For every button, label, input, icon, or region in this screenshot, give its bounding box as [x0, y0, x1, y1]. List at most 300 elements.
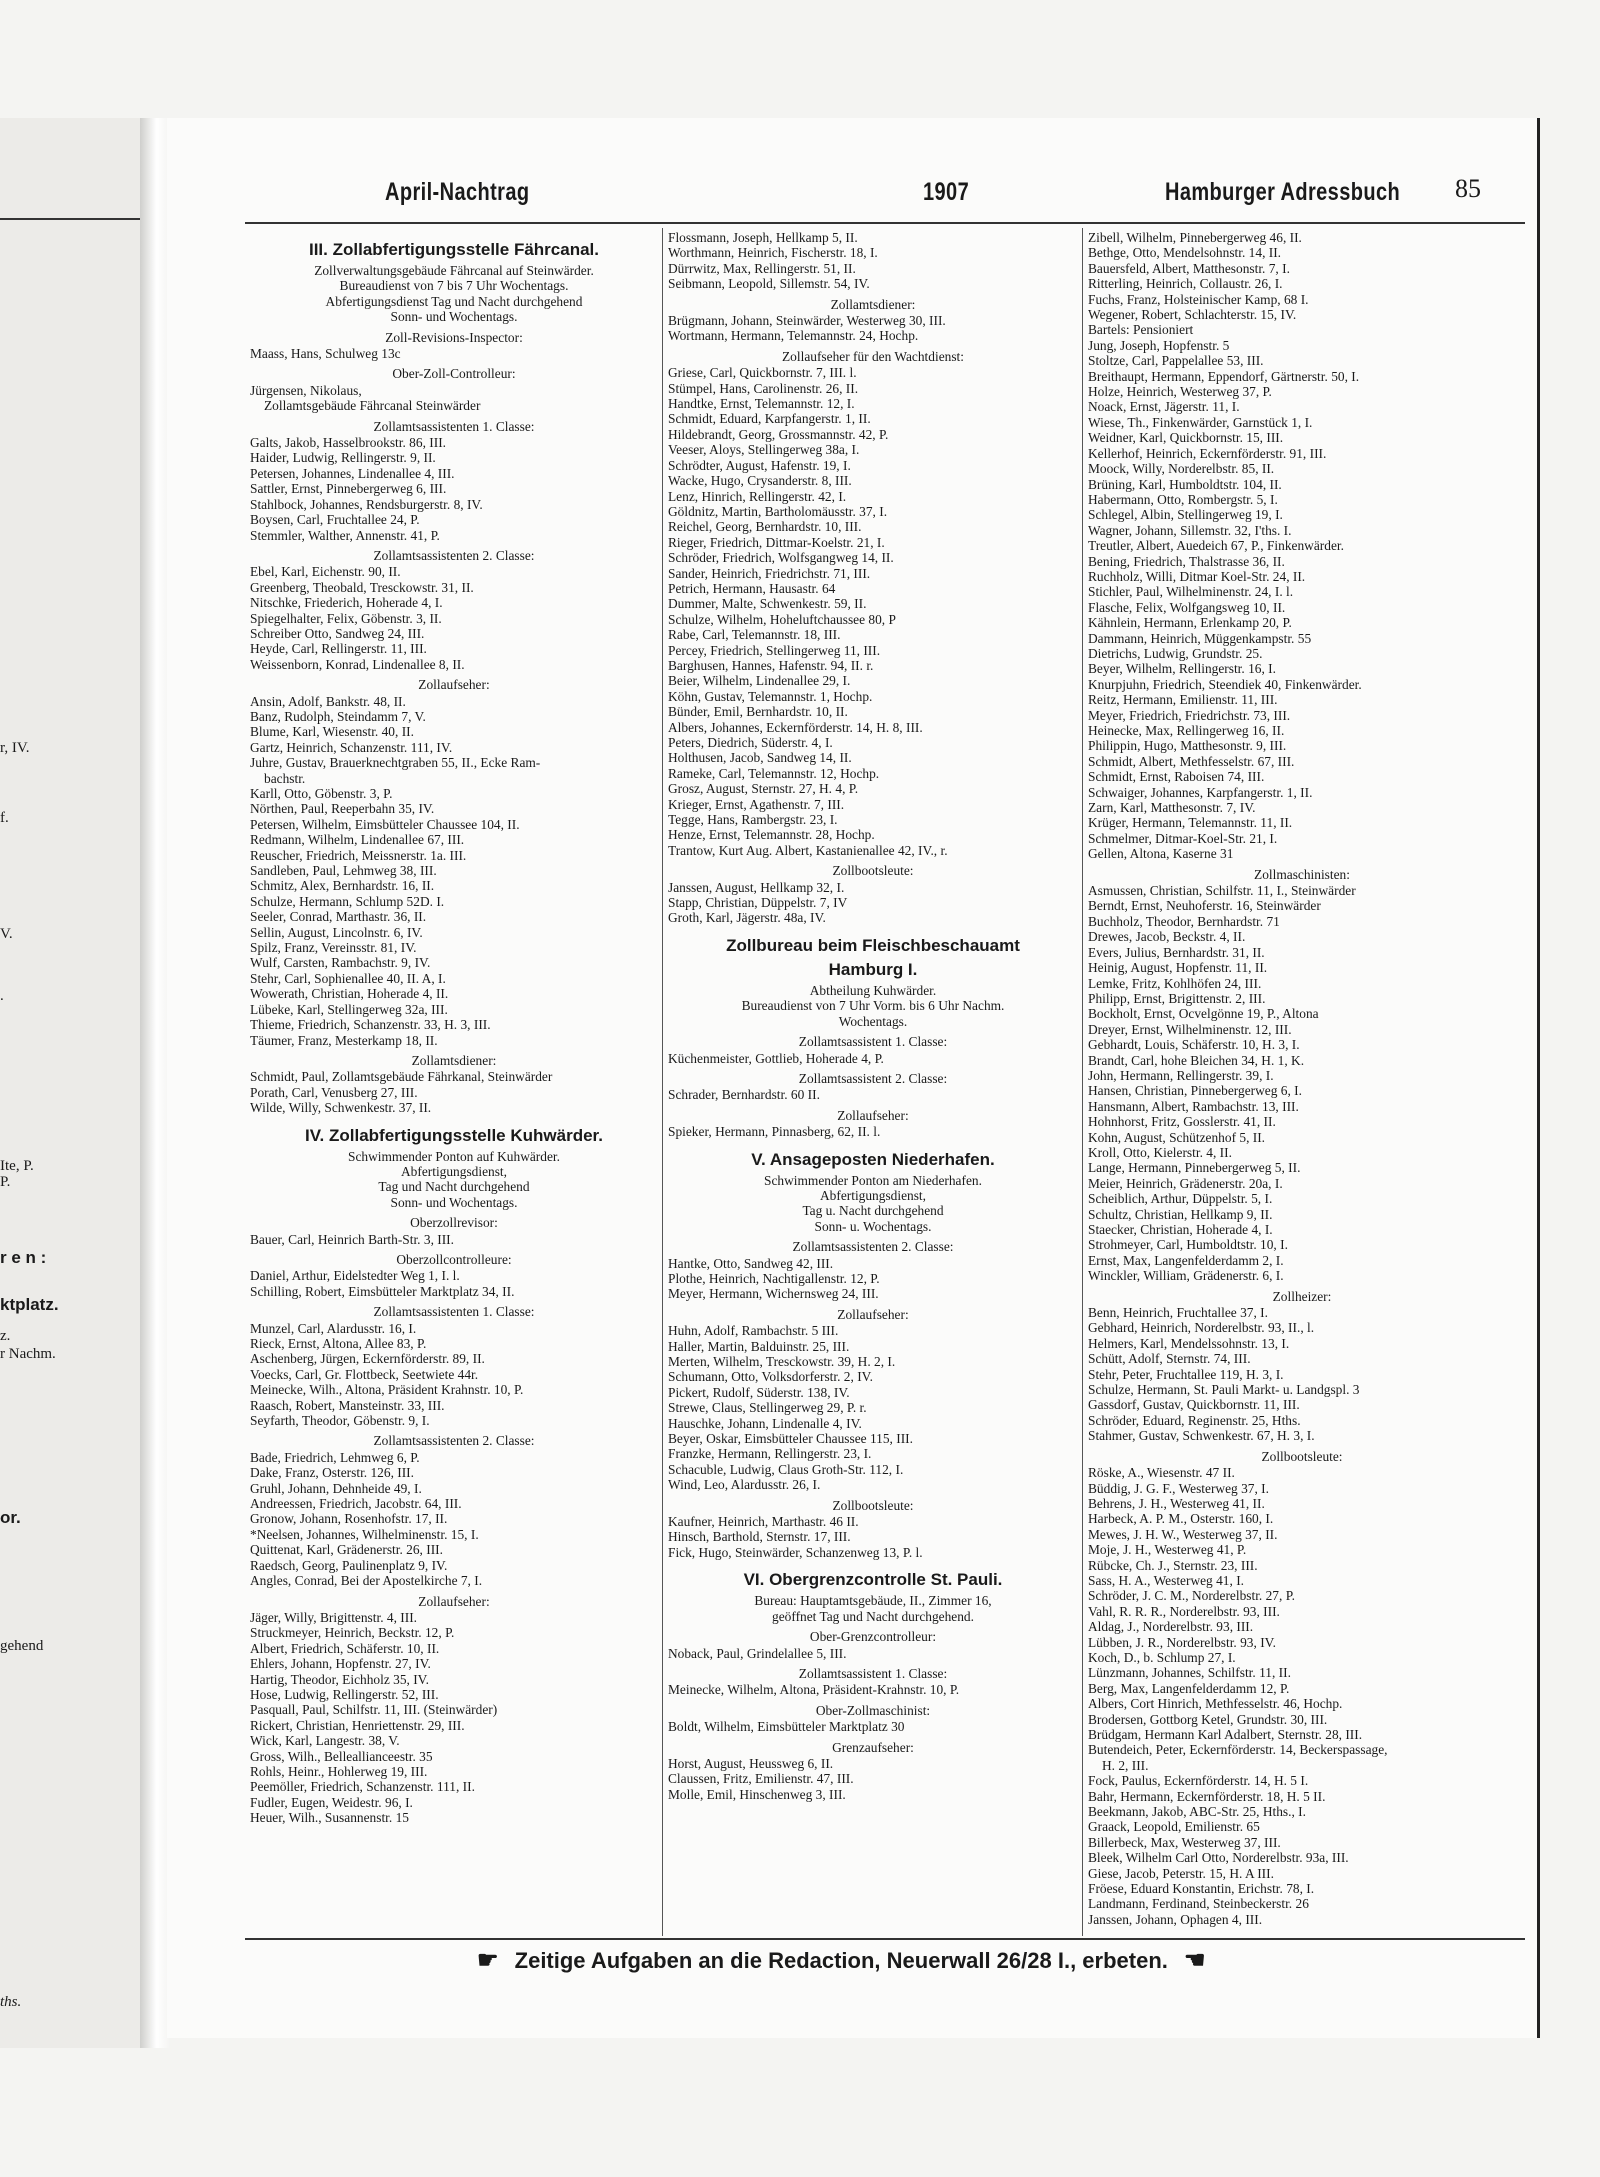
section-heading: IV. Zollabfertigungsstelle Kuhwärder.: [305, 1125, 603, 1145]
directory-entry: Meinecke, Wilhelm, Altona, Präsident-Krahnstr. 10, P.: [668, 1682, 960, 1698]
directory-entry: Dake, Franz, Osterstr. 126, III.: [250, 1465, 414, 1481]
header-year: 1907: [923, 178, 970, 206]
directory-entry: Wowerath, Christian, Hoherade 4, II.: [250, 986, 449, 1002]
directory-entry: Pickert, Rudolf, Süderstr. 138, IV.: [668, 1384, 850, 1400]
section-note: Sonn- u. Wochentags.: [814, 1218, 932, 1234]
directory-entry: Schmitz, Alex, Bernhardstr. 16, II.: [250, 878, 435, 894]
directory-entry: Brüdgam, Hermann Karl Adalbert, Sternstr. 28, III.: [1088, 1727, 1363, 1742]
role-heading: Zollamtsassistent 1. Classe:: [798, 1665, 948, 1681]
directory-entry: Franzke, Hermann, Rellingerstr. 23, I.: [668, 1446, 872, 1462]
directory-entry: Rohls, Heinr., Hohlerweg 19, III.: [250, 1763, 428, 1779]
directory-entry: Fröese, Eduard Konstantin, Erichstr. 78, I.: [1088, 1881, 1315, 1897]
directory-entry: Spiegelhalter, Felix, Göbenstr. 3, II.: [250, 610, 442, 626]
directory-entry: Claussen, Fritz, Emilienstr. 47, III.: [668, 1771, 854, 1787]
role-heading: Oberzollrevisor:: [410, 1215, 498, 1231]
directory-entry: Veeser, Aloys, Stellingerweg 38a, I.: [668, 442, 860, 458]
directory-entry: Lemke, Fritz, Kohlhöfen 24, III.: [1088, 975, 1262, 991]
directory-entry: Harbeck, A. P. M., Osterstr. 160, I.: [1088, 1511, 1274, 1527]
directory-entry: Holze, Heinrich, Westerweg 37, P.: [1088, 384, 1272, 400]
directory-entry: Stahlbock, Johannes, Rendsburgerstr. 8, IV.: [250, 496, 483, 512]
section-note: Abtheilung Kuhwärder.: [809, 982, 937, 998]
directory-entry: Ebel, Karl, Eichenstr. 90, II.: [250, 564, 401, 580]
directory-entry: Bening, Friedrich, Thalstrasse 36, II.: [1088, 553, 1285, 569]
directory-entry: Reitz, Hermann, Emilienstr. 11, III.: [1088, 692, 1278, 708]
directory-entry: Flossmann, Joseph, Hellkamp 5, II.: [668, 230, 858, 245]
directory-entry: Schröder, Friedrich, Wolfsgangweg 14, II.: [668, 550, 894, 566]
directory-entry: Hauschke, Johann, Lindenalle 4, IV.: [668, 1415, 862, 1431]
directory-entry: Brüning, Karl, Humboldtstr. 104, II.: [1088, 476, 1282, 492]
directory-entry: Meier, Heinrich, Grädenerstr. 20a, I.: [1088, 1175, 1283, 1191]
prev-page-fragment: r, IV.: [0, 740, 30, 756]
entry-continuation: H. 2, III.: [1102, 1757, 1149, 1773]
section-note: Schwimmender Ponton am Niederhafen.: [764, 1172, 982, 1188]
directory-entry: Vahl, R. R. R., Norderelbstr. 93, III.: [1088, 1603, 1280, 1619]
directory-entry: Hohnhorst, Fritz, Gosslerstr. 41, II.: [1088, 1114, 1276, 1130]
section-note: geöffnet Tag und Nacht durchgehend.: [772, 1608, 974, 1624]
directory-entry: Porath, Carl, Venusberg 27, III.: [250, 1084, 418, 1100]
directory-entry: Heinig, August, Hopfenstr. 11, II.: [1088, 960, 1268, 976]
directory-entry: Hantke, Otto, Sandweg 42, III.: [668, 1255, 834, 1271]
role-heading: Ober-Grenzcontrolleur:: [809, 1629, 937, 1645]
directory-entry: Blume, Karl, Wiesenstr. 40, II.: [250, 724, 414, 740]
directory-entry: Göldnitz, Martin, Bartholomäusstr. 37, I.: [668, 503, 888, 519]
directory-entry: Schlegel, Albin, Stellingerweg 19, I.: [1088, 507, 1283, 523]
directory-entry: Meyer, Friedrich, Friedrichstr. 73, III.: [1088, 707, 1291, 723]
directory-entry: Stahmer, Gustav, Schwenkestr. 67, H. 3, I.: [1088, 1428, 1315, 1444]
directory-entry: Stemmler, Walther, Annenstr. 41, P.: [250, 527, 440, 543]
directory-entry: Schultz, Christian, Hellkamp 9, II.: [1088, 1206, 1273, 1222]
role-heading: Ober-Zoll-Controlleur:: [392, 366, 516, 382]
section-note: Schwimmender Ponton auf Kuhwärder.: [348, 1148, 560, 1164]
prev-page-fragment: f.: [0, 810, 9, 826]
directory-entry: Dammann, Heinrich, Müggenkampstr. 55: [1088, 630, 1312, 646]
directory-entry: Nitschke, Friederich, Hoherade 4, I.: [250, 595, 443, 611]
directory-entry: Treutler, Albert, Auedeich 67, P., Finkenwärder.: [1088, 538, 1344, 554]
role-heading: Zoll-Revisions-Inspector:: [385, 329, 523, 345]
directory-entry: Jürgensen, Nikolaus,: [250, 382, 362, 398]
directory-entry: Breithaupt, Hermann, Eppendorf, Gärtnerstr. 50, I.: [1088, 368, 1360, 384]
prev-page-fragment: ktplatz.: [0, 1295, 59, 1314]
directory-entry: Percey, Friedrich, Stellingerweg 11, III.: [668, 642, 881, 658]
directory-entry: Wiese, Th., Finkenwärder, Garnstück 1, I.: [1088, 414, 1313, 430]
section-note: Bureaudienst von 7 Uhr Vorm. bis 6 Uhr Nachm.: [741, 998, 1005, 1014]
prev-page-fragment: r Nachm.: [0, 1346, 56, 1362]
directory-entry: Lange, Hermann, Pinnebergerweg 5, II.: [1088, 1160, 1301, 1176]
directory-entry: Jäger, Willy, Brigittenstr. 4, III.: [250, 1609, 418, 1625]
role-heading: Zollaufseher:: [837, 1306, 909, 1322]
directory-entry: Heuer, Wilh., Susannenstr. 15: [250, 1810, 409, 1826]
column-divider: [662, 228, 663, 1936]
directory-entry: Quittenat, Karl, Grädenerstr. 26, III.: [250, 1542, 443, 1558]
directory-entry: Billerbeck, Max, Westerweg 37, III.: [1088, 1834, 1281, 1850]
directory-entry: Raedsch, Georg, Paulinenplatz 9, IV.: [250, 1557, 448, 1573]
directory-entry: Asmussen, Christian, Schilfstr. 11, I., Steinwärder: [1088, 883, 1356, 899]
directory-entry: Strewe, Claus, Stellingerweg 29, P. r.: [668, 1400, 867, 1416]
directory-entry: Brodersen, Gottborg Ketel, Grundstr. 30, III.: [1088, 1711, 1328, 1727]
directory-entry: Schmidt, Ernst, Raboisen 74, III.: [1088, 769, 1265, 785]
directory-entry: Dietrichs, Ludwig, Grundstr. 25.: [1088, 645, 1263, 661]
directory-entry: Täumer, Franz, Mesterkamp 18, II.: [250, 1032, 438, 1048]
section-note: Sonn- und Wochentags.: [390, 1194, 518, 1210]
directory-entry: Dreyer, Ernst, Wilhelminenstr. 12, III.: [1088, 1021, 1292, 1037]
directory-entry: Ansin, Adolf, Bankstr. 48, II.: [250, 693, 406, 709]
entry-continuation: Zollamtsgebäude Fährcanal Steinwärder: [264, 398, 481, 414]
directory-entry: Schmelmer, Ditmar-Koel-Str. 21, I.: [1088, 830, 1278, 846]
directory-entry: Moje, J. H., Westerweg 41, P.: [1088, 1542, 1247, 1558]
directory-entry: Stehr, Carl, Sophienallee 40, II. A, I.: [250, 970, 446, 986]
directory-entry: Albers, Johannes, Eckernförderstr. 14, H. 8, III.: [668, 719, 923, 735]
directory-entry: Weidner, Karl, Quickbornstr. 15, III.: [1088, 430, 1284, 446]
directory-entry: Noback, Paul, Grindelallee 5, III.: [668, 1645, 847, 1661]
directory-entry: Berndt, Ernst, Neuhoferstr. 16, Steinwärder: [1088, 898, 1321, 914]
directory-entry: Janssen, August, Hellkamp 32, I.: [668, 879, 845, 895]
directory-entry: Sass, H. A., Westerweg 41, I.: [1088, 1572, 1244, 1588]
prev-page-fragment: r e n :: [0, 1248, 47, 1267]
directory-entry: Kroll, Otto, Kielerstr. 4, II.: [1088, 1144, 1232, 1160]
directory-entry: Bünder, Emil, Bernhardstr. 10, II.: [668, 704, 848, 720]
directory-entry: Krieger, Ernst, Agathenstr. 7, III.: [668, 796, 845, 812]
directory-entry: Kaufner, Heinrich, Marthastr. 46 II.: [668, 1514, 859, 1530]
directory-entry: Winckler, William, Grädenerstr. 6, I.: [1088, 1268, 1284, 1284]
directory-entry: Wick, Karl, Langestr. 38, V.: [250, 1733, 400, 1749]
directory-entry: Landmann, Ferdinand, Steinbeckerstr. 26: [1088, 1896, 1309, 1912]
directory-entry: Evers, Julius, Bernhardstr. 31, II.: [1088, 944, 1265, 960]
prev-page-fragment: V.: [0, 926, 13, 942]
directory-entry: Köhn, Gustav, Telemannstr. 1, Hochp.: [668, 688, 873, 704]
directory-entry: Huhn, Adolf, Rambachstr. 5 III.: [668, 1323, 839, 1339]
directory-entry: Bartels: Pensioniert: [1088, 322, 1194, 338]
directory-entry: Bahr, Hermann, Eckernförderstr. 18, H. 5 II.: [1088, 1788, 1326, 1804]
directory-entry: Gassdorf, Gustav, Quickbornstr. 11, III.: [1088, 1397, 1300, 1413]
directory-entry: Hose, Ludwig, Rellingerstr. 52, III.: [250, 1686, 439, 1702]
header-title: Hamburger Adressbuch: [1165, 178, 1401, 206]
directory-entry: Gebhardt, Louis, Schäferstr. 10, H. 3, I.: [1088, 1037, 1300, 1053]
directory-entry: Albers, Cort Hinrich, Methfesselstr. 46, Hochp.: [1088, 1696, 1343, 1712]
directory-entry: Gellen, Altona, Kaserne 31: [1088, 846, 1234, 862]
role-heading: Zollamtsdiener:: [830, 296, 916, 312]
directory-entry: Wacke, Hugo, Crysanderstr. 8, III.: [668, 473, 852, 489]
directory-entry: Aldag, J., Norderelbstr. 93, III.: [1088, 1619, 1254, 1635]
directory-entry: Knurpjuhn, Friedrich, Steendiek 40, Finkenwärder.: [1088, 676, 1362, 692]
section-note: Zollverwaltungsgebäude Fährcanal auf Steinwärder.: [314, 263, 594, 278]
section-heading: VI. Obergrenzcontrolle St. Pauli.: [743, 1570, 1003, 1590]
role-heading: Zollaufseher:: [418, 677, 490, 693]
directory-entry: Seeler, Conrad, Marthastr. 36, II.: [250, 909, 427, 925]
directory-entry: Reuscher, Friedrich, Meissnerstr. 1a. III.: [250, 847, 467, 863]
role-heading: Zollheizer:: [1272, 1288, 1332, 1304]
directory-entry: Heinecke, Max, Rellingerweg 16, II.: [1088, 723, 1285, 738]
directory-entry: Angles, Conrad, Bei der Apostelkirche 7, I.: [250, 1573, 483, 1589]
directory-entry: Banz, Rudolph, Steindamm 7, V.: [250, 708, 426, 724]
directory-entry: Brandt, Carl, hohe Bleichen 34, H. 1, K.: [1088, 1052, 1305, 1068]
directory-entry: Philippin, Hugo, Matthesonstr. 9, III.: [1088, 738, 1287, 754]
directory-entry: Daniel, Arthur, Eidelstedter Weg 1, I. l.: [250, 1268, 460, 1284]
directory-entry: Zibell, Wilhelm, Pinnebergerweg 46, II.: [1088, 230, 1302, 245]
directory-entry: Plothe, Heinrich, Nachtigallenstr. 12, P.: [668, 1270, 880, 1286]
directory-entry: Rieck, Ernst, Altona, Allee 83, P.: [250, 1336, 427, 1351]
directory-entry: Redmann, Wilhelm, Lindenallee 67, III.: [250, 832, 465, 848]
directory-entry: Graack, Leopold, Emilienstr. 65: [1088, 1819, 1260, 1835]
directory-entry: Scheiblich, Arthur, Düppelstr. 5, I.: [1088, 1191, 1273, 1207]
directory-entry: Dummer, Malte, Schwenkestr. 59, II.: [668, 596, 867, 612]
column-left: [250, 230, 658, 1826]
column-divider: [1082, 228, 1083, 1936]
directory-entry: Schröder, Eduard, Reginenstr. 25, Hths.: [1088, 1412, 1301, 1428]
directory-entry: Stapp, Christian, Düppelstr. 7, IV: [668, 895, 848, 911]
directory-entry: Schilling, Robert, Eimsbütteler Marktplatz 34, II.: [250, 1283, 515, 1299]
directory-entry: Schulze, Hermann, Schlump 52D. I.: [250, 893, 445, 909]
directory-entry: Hildebrandt, Georg, Grossmannstr. 42, P.: [668, 426, 889, 442]
directory-entry: Bockholt, Ernst, Ocvelgönne 19, P., Altona: [1088, 1006, 1319, 1022]
directory-entry: Drewes, Jacob, Beckstr. 4, II.: [1088, 929, 1246, 945]
directory-entry: Tegge, Hans, Rambergstr. 23, I.: [668, 812, 838, 828]
pointing-hand-icon: ☚: [1184, 1947, 1206, 1974]
directory-entry: Fudler, Eugen, Weidestr. 96, I.: [250, 1794, 413, 1810]
section-heading: V. Ansageposten Niederhafen.: [751, 1149, 995, 1169]
role-heading: Zollbootsleute:: [832, 863, 914, 879]
role-heading: Zollaufseher für den Wachtdienst:: [782, 348, 964, 364]
directory-entry: Ehlers, Johann, Hopfenstr. 27, IV.: [250, 1656, 431, 1672]
section-note: Bureau: Hauptamtsgebäude, II., Zimmer 16,: [754, 1593, 992, 1609]
directory-entry: Bauersfeld, Albert, Matthesonstr. 7, I.: [1088, 260, 1290, 276]
directory-entry: Schumann, Otto, Volksdorferstr. 2, IV.: [668, 1369, 873, 1385]
directory-entry: Handtke, Ernst, Telemannstr. 12, I.: [668, 396, 855, 412]
directory-entry: Staecker, Christian, Hoherade 4, I.: [1088, 1222, 1273, 1237]
directory-entry: Buchholz, Theodor, Bernhardstr. 71: [1088, 913, 1280, 929]
role-heading: Grenzaufseher:: [832, 1739, 914, 1755]
directory-entry: Habermann, Otto, Rombergstr. 5, I.: [1088, 491, 1278, 507]
directory-entry: Sellin, August, Lincolnstr. 6, IV.: [250, 924, 423, 940]
role-heading: Zollamtsassistenten 2. Classe:: [373, 1433, 535, 1449]
directory-entry: Struckmeyer, Heinrich, Beckstr. 12, P.: [250, 1625, 455, 1641]
directory-entry: Voecks, Carl, Gr. Flottbeck, Seetwiete 44r.: [250, 1366, 479, 1382]
directory-entry: Petersen, Johannes, Lindenallee 4, III.: [250, 465, 455, 481]
directory-entry: Grosz, August, Sternstr. 27, H. 4, P.: [668, 781, 859, 797]
section-heading: Zollbureau beim Fleischbeschauamt: [726, 935, 1020, 955]
directory-entry: Beier, Wilhelm, Lindenallee 29, I.: [668, 673, 851, 689]
directory-entry: Spilz, Franz, Vereinsstr. 81, IV.: [250, 940, 417, 956]
directory-entry: Gruhl, Johann, Dehnheide 49, I.: [250, 1480, 422, 1496]
directory-entry: Pasquall, Paul, Schilfstr. 11, III. (Steinwärder): [250, 1702, 498, 1718]
previous-page-edge: [0, 118, 152, 2048]
directory-entry: Bethge, Otto, Mendelsohnstr. 14, II.: [1088, 245, 1282, 261]
directory-entry: Ruchholz, Willi, Ditmar Koel-Str. 24, II.: [1088, 568, 1306, 584]
prev-page-rule: [0, 218, 150, 220]
directory-entry: Rieger, Friedrich, Dittmar-Koelstr. 21, I.: [668, 534, 885, 550]
directory-entry: Trantow, Kurt Aug. Albert, Kastanienallee 42, IV., r.: [668, 842, 948, 858]
directory-entry: Jung, Joseph, Hopfenstr. 5: [1088, 337, 1230, 353]
role-heading: Zollamtsassistenten 2. Classe:: [373, 547, 535, 563]
directory-entry: Flasche, Felix, Wolfgangsweg 10, II.: [1088, 599, 1286, 615]
directory-entry: Petrich, Hermann, Hausastr. 64: [668, 580, 836, 596]
directory-entry: Sander, Heinrich, Friedrichstr. 71, III.: [668, 565, 871, 581]
directory-entry: Schulze, Wilhelm, Hoheluftchaussee 80, P: [668, 611, 896, 627]
role-heading: Zollaufseher:: [418, 1593, 490, 1609]
directory-entry: Merten, Wilhelm, Tresckowstr. 39, H. 2, I.: [668, 1354, 896, 1369]
directory-entry: Hansen, Christian, Pinnebergerweg 6, I.: [1088, 1083, 1302, 1099]
directory-entry: Fuchs, Franz, Holsteinischer Kamp, 68 I.: [1088, 291, 1309, 307]
directory-entry: Ritterling, Heinrich, Collaustr. 26, I.: [1088, 276, 1283, 292]
directory-entry: Wilde, Willy, Schwenkestr. 37, II.: [250, 1100, 432, 1116]
directory-entry: Gartz, Heinrich, Schanzenstr. 111, IV.: [250, 739, 453, 755]
directory-entry: Brügmann, Johann, Steinwärder, Westerweg 30, III.: [668, 313, 946, 329]
directory-entry: Gebhard, Heinrich, Norderelbstr. 93, II., l.: [1088, 1320, 1315, 1336]
directory-entry: Lenz, Hinrich, Rellingerstr. 42, I.: [668, 488, 847, 504]
directory-entry: Boldt, Wilhelm, Eimsbütteler Marktplatz 30: [668, 1719, 905, 1735]
directory-entry: Kohn, August, Schützenhof 5, II.: [1088, 1129, 1266, 1145]
directory-entry: Philipp, Ernst, Brigittenstr. 2, III.: [1088, 990, 1266, 1006]
directory-entry: Spieker, Hermann, Pinnasberg, 62, II. l.: [668, 1124, 881, 1140]
directory-entry: Butendeich, Peter, Eckernförderstr. 14, Beckerspassage,: [1088, 1742, 1388, 1758]
directory-entry: Schmidt, Albert, Methfesselstr. 67, III.: [1088, 753, 1295, 769]
directory-entry: Gross, Wilh., Belleallianceestr. 35: [250, 1748, 433, 1764]
prev-page-fragment: ths.: [0, 1994, 22, 2010]
page-number: 85: [1455, 174, 1481, 203]
directory-entry: Mewes, J. H. W., Westerweg 37, II.: [1088, 1526, 1278, 1542]
directory-entry: Nörthen, Paul, Reeperbahn 35, IV.: [250, 801, 435, 817]
directory-entry: Schrader, Bernhardstr. 60 II.: [668, 1087, 820, 1103]
prev-page-fragment: .: [0, 988, 4, 1004]
directory-entry: Schmidt, Eduard, Karpfangerstr. 1, II.: [668, 411, 871, 427]
directory-entry: Stichler, Paul, Wilhelminenstr. 24, I. l.: [1088, 584, 1294, 600]
section-heading: Hamburg I.: [828, 959, 918, 979]
directory-entry: Krüger, Hermann, Telemannstr. 11, II.: [1088, 815, 1293, 831]
directory-entry: Fick, Hugo, Steinwärder, Schanzenweg 13, P. l.: [668, 1544, 923, 1560]
directory-entry: Seyfarth, Theodor, Göbenstr. 9, I.: [250, 1413, 430, 1429]
section-note: Abfertigungsdienst,: [401, 1163, 507, 1179]
directory-entry: Heyde, Carl, Rellingerstr. 11, III.: [250, 641, 427, 657]
directory-entry: Wind, Leo, Alardusstr. 26, I.: [668, 1477, 821, 1493]
directory-entry: Wegener, Robert, Schlachterstr. 15, IV.: [1088, 307, 1297, 323]
directory-entry: Wortmann, Hermann, Telemannstr. 24, Hochp.: [668, 328, 919, 344]
directory-entry: Behrens, J. H., Westerweg 41, II.: [1088, 1495, 1265, 1511]
directory-entry: Wulf, Carsten, Rambachstr. 9, IV.: [250, 955, 431, 971]
directory-entry: Büddig, J. G. F., Westerweg 37, I.: [1088, 1480, 1269, 1496]
directory-entry: Meinecke, Wilh., Altona, Präsident Krahnstr. 10, P.: [250, 1382, 524, 1398]
directory-entry: Kähnlein, Hermann, Erlenkamp 20, P.: [1088, 615, 1292, 631]
directory-entry: Albert, Friedrich, Schäferstr. 10, II.: [250, 1640, 440, 1656]
directory-entry: Peters, Diedrich, Süderstr. 4, I.: [668, 735, 833, 750]
footer-rule: [245, 1938, 1525, 1940]
directory-entry: Aschenberg, Jürgen, Eckernförderstr. 89, II.: [250, 1351, 485, 1367]
directory-entry: Schacuble, Ludwig, Claus Groth-Str. 112, I.: [668, 1461, 904, 1477]
section-note: Tag und Nacht durchgehend: [378, 1179, 530, 1195]
section-note: Sonn- und Wochentags.: [390, 309, 518, 325]
role-heading: Zollamtsassistenten 1. Classe:: [373, 1304, 535, 1320]
column-middle: [668, 230, 1078, 1802]
directory-entry: Worthmann, Heinrich, Fischerstr. 18, I.: [668, 245, 878, 261]
directory-entry: Sandleben, Paul, Lehmweg 38, III.: [250, 863, 437, 879]
directory-entry: Wagner, Johann, Sillemstr. 32, I'ths. I.: [1088, 522, 1292, 538]
directory-entry: Röske, A., Wiesenstr. 47 II.: [1088, 1465, 1235, 1481]
prev-page-fragment: z.: [0, 1328, 11, 1344]
directory-entry: Peemöller, Friedrich, Schanzenstr. 111, II.: [250, 1779, 475, 1795]
directory-entry: Thieme, Friedrich, Schanzenstr. 33, H. 3, III.: [250, 1017, 491, 1033]
directory-entry: Schreiber Otto, Sandweg 24, III.: [250, 625, 425, 641]
directory-entry: Giese, Jacob, Peterstr. 15, H. A III.: [1088, 1865, 1274, 1881]
directory-entry: Horst, August, Heussweg 6, II.: [668, 1755, 834, 1771]
directory-entry: Hinsch, Barthold, Sternstr. 17, III.: [668, 1529, 851, 1545]
directory-entry: Gronow, Johann, Rosenhofstr. 17, II.: [250, 1511, 448, 1527]
page-header: [247, 174, 1517, 218]
role-heading: Zollaufseher:: [837, 1107, 909, 1123]
section-note: Bureaudienst von 7 bis 7 Uhr Wochentags.: [339, 278, 569, 294]
directory-entry: Seibmann, Leopold, Sillemstr. 54, IV.: [668, 276, 870, 292]
directory-entry: Schütt, Adolf, Sternstr. 74, III.: [1088, 1351, 1251, 1367]
directory-entry: Bleek, Wilhelm Carl Otto, Norderelbstr. 93a, III.: [1088, 1850, 1349, 1866]
directory-entry: Barghusen, Hannes, Hafenstr. 94, II. r.: [668, 657, 874, 673]
directory-entry: Strohmeyer, Carl, Humboldtstr. 10, I.: [1088, 1237, 1288, 1253]
directory-entry: Moock, Willy, Norderelbstr. 85, II.: [1088, 461, 1275, 477]
directory-entry: Groth, Karl, Jägerstr. 48a, IV.: [668, 910, 826, 926]
directory-entry: Schulze, Hermann, St. Pauli Markt- u. Landgspl. 3: [1088, 1382, 1360, 1398]
header-rule: [245, 222, 1525, 224]
directory-entry: Schrödter, August, Hafenstr. 19, I.: [668, 457, 851, 473]
section-note: Abfertigungsdienst,: [820, 1187, 926, 1203]
directory-entry: Juhre, Gustav, Brauerknechtgraben 55, II., Ecke Ram-: [250, 755, 541, 771]
directory-entry: Ernst, Max, Langenfelderdamm 2, I.: [1088, 1252, 1284, 1268]
directory-entry: Meyer, Hermann, Wichernsweg 24, III.: [668, 1286, 879, 1302]
section-note: Wochentags.: [838, 1013, 908, 1029]
section-note: Tag u. Nacht durchgehend: [802, 1203, 944, 1219]
prev-page-fragment: P.: [0, 1174, 11, 1190]
role-heading: Ober-Zollmaschinist:: [815, 1702, 931, 1718]
page-footer: [467, 1946, 1216, 1975]
pointing-hand-icon: ☛: [477, 1947, 499, 1974]
footer-notice: Zeitige Aufgaben an die Redaction, Neuerwall 26/28 I., erbeten.: [514, 1948, 1168, 1973]
directory-entry: Stümpel, Hans, Carolinenstr. 26, II.: [668, 380, 859, 396]
directory-entry: Boysen, Carl, Fruchtallee 24, P.: [250, 512, 420, 528]
directory-entry: John, Hermann, Rellingerstr. 39, I.: [1088, 1067, 1274, 1083]
directory-entry: Andreessen, Friedrich, Jacobstr. 64, III.: [250, 1496, 462, 1512]
directory-entry: Lünzmann, Johannes, Schilfstr. 11, II.: [1088, 1665, 1291, 1681]
directory-entry: Koch, D., b. Schlump 27, I.: [1088, 1649, 1236, 1665]
directory-page: [167, 118, 1540, 2038]
directory-entry: Stehr, Peter, Fruchtallee 119, H. 3, I.: [1088, 1366, 1284, 1382]
directory-entry: Sattler, Ernst, Pinnebergerweg 6, III.: [250, 481, 447, 497]
directory-entry: Schwaiger, Johannes, Karpfangerstr. 1, II.: [1088, 784, 1313, 800]
section-note: Abfertigungsdienst Tag und Nacht durchgehend: [325, 293, 583, 309]
role-heading: Zollamtsassistenten 2. Classe:: [792, 1239, 954, 1255]
role-heading: Zollbootsleute:: [1261, 1448, 1343, 1464]
role-heading: Zollmaschinisten:: [1254, 866, 1350, 882]
role-heading: Zollbootsleute:: [832, 1497, 914, 1513]
directory-entry: Raasch, Robert, Mansteinstr. 33, III.: [250, 1397, 445, 1413]
directory-entry: Rübcke, Ch. J., Sternstr. 23, III.: [1088, 1557, 1258, 1573]
entry-continuation: bachstr.: [264, 770, 306, 786]
directory-entry: Karll, Otto, Göbenstr. 3, P.: [250, 786, 393, 801]
directory-entry: Henze, Ernst, Telemannstr. 28, Hochp.: [668, 827, 875, 843]
directory-entry: Dürrwitz, Max, Rellingerstr. 51, II.: [668, 260, 856, 276]
directory-entry: Kellerhof, Heinrich, Eckernförderstr. 91, III.: [1088, 445, 1327, 461]
directory-entry: Petersen, Wilhelm, Eimsbütteler Chaussee 104, II.: [250, 816, 520, 832]
directory-entry: Schmidt, Paul, Zollamtsgebäude Fährkanal, Steinwärder: [250, 1069, 553, 1085]
role-heading: Zollamtsassistent 1. Classe:: [798, 1034, 948, 1050]
directory-entry: Rabe, Carl, Telemannstr. 18, III.: [668, 627, 841, 643]
directory-entry: Stoltze, Carl, Pappelallee 53, III.: [1088, 353, 1264, 369]
prev-page-fragment: gehend: [0, 1638, 44, 1654]
role-heading: Zollamtsassistent 2. Classe:: [798, 1070, 948, 1086]
directory-entry: Rameke, Carl, Telemannstr. 12, Hochp.: [668, 765, 880, 781]
directory-entry: Fock, Paulus, Eckernförderstr. 14, H. 5 I.: [1088, 1773, 1309, 1789]
directory-entry: Greenberg, Theobald, Tresckowstr. 31, II.: [250, 579, 474, 595]
directory-entry: Bauer, Carl, Heinrich Barth-Str. 3, III.: [250, 1231, 454, 1247]
role-heading: Oberzollcontrolleure:: [396, 1251, 512, 1267]
directory-entry: Rickert, Christian, Henriettenstr. 29, III.: [250, 1717, 465, 1733]
directory-entry: Zarn, Karl, Matthesonstr. 7, IV.: [1088, 800, 1256, 816]
directory-entry: Griese, Carl, Quickbornstr. 7, III. l.: [668, 365, 857, 381]
directory-entry: Bade, Friedrich, Lehmweg 6, P.: [250, 1449, 420, 1465]
